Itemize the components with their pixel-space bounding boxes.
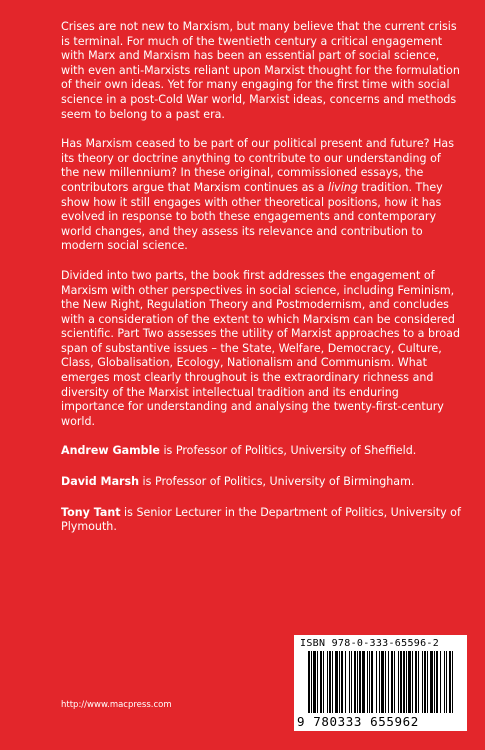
publisher-url[interactable]: http://www.macpress.com	[61, 700, 172, 710]
emphasis-living: living	[328, 180, 358, 194]
barcode-bar	[367, 651, 368, 713]
barcode-bar	[371, 651, 373, 713]
author-name: Tony Tant	[61, 505, 121, 519]
barcode-bar	[422, 651, 423, 713]
barcode-bar	[354, 651, 356, 713]
blurb-paragraph-2	[61, 137, 461, 254]
barcode-bar	[391, 651, 393, 713]
barcode-bar	[398, 651, 399, 713]
barcode-bar	[444, 651, 445, 713]
blurb-paragraph-2-start: Has Marxism ceased to be part of our political present and future? Has its theory or doctrine anything to contribute to our understanding of the new millennium? In these original, commissioned essays, the contributors argue that Marxism continues as a	[61, 137, 455, 194]
barcode-bar	[412, 651, 413, 713]
barcode-bar	[329, 651, 331, 713]
barcode-bar	[400, 651, 402, 713]
barcode-bar	[308, 651, 310, 713]
author-bio-gamble	[61, 444, 461, 459]
barcode-bar	[418, 651, 419, 713]
barcode-bar	[349, 651, 350, 713]
barcode-bar	[357, 651, 358, 713]
barcode-bar	[320, 651, 322, 713]
barcode-bar	[430, 651, 433, 713]
barcode-bar	[323, 651, 324, 713]
barcode-bar	[406, 651, 407, 713]
barcode-bar	[313, 651, 316, 713]
barcode-bar	[436, 651, 438, 713]
author-name: David Marsh	[61, 475, 140, 489]
barcode-bar	[427, 651, 428, 713]
barcode-bar	[376, 651, 377, 713]
barcode-bar	[452, 651, 453, 713]
barcode-bar	[332, 651, 333, 713]
barcode-bar	[339, 651, 340, 713]
isbn-barcode	[294, 635, 467, 731]
barcode-bar	[394, 651, 395, 713]
back-cover-text	[61, 20, 461, 551]
barcode-bar	[434, 651, 435, 713]
barcode-bar	[317, 651, 318, 713]
barcode-bar	[381, 651, 384, 713]
barcode-bar	[408, 651, 411, 713]
barcode-bar	[311, 651, 312, 713]
barcode-bar	[351, 651, 352, 713]
author-description: is Senior Lecturer in the Department of Politics, University of Plymouth.	[61, 505, 461, 534]
blurb-paragraph-1: Crises are not new to Marxism, but many believe that the current crisis is terminal. For much of the twentieth century a critical engagement with Marx and Marxism has been an essential part of social science, with even anti-Marxists reliant upon Marxist thought for the formulation of their own ideas. Yet for many engaging for the first time with social science in a post-Cold War world, Marxist ideas, concerns and methods seem to belong to a past era.	[61, 20, 460, 121]
barcode-bars	[308, 651, 454, 713]
barcode-bar	[385, 651, 386, 713]
barcode-bar	[403, 651, 405, 713]
barcode-bar	[359, 651, 361, 713]
barcode-bar	[362, 651, 365, 713]
barcode-bar	[415, 651, 417, 713]
barcode-bar	[341, 651, 343, 713]
barcode-bar	[446, 651, 447, 713]
barcode-digits: 9 780333 655962	[297, 714, 419, 729]
barcode-bar	[388, 651, 389, 713]
blurb-paragraph-2-end: tradition. They show how it still engages with other theoretical positions, how it has evolved in response to both these engagements and contemporary world changes, and they assess its relevance and contribution to modern social science.	[61, 180, 443, 253]
isbn-label: ISBN 978-0-333-65596-2	[300, 638, 440, 649]
author-bio-marsh	[61, 475, 461, 490]
author-description: is Professor of Politics, University of Sheffield.	[159, 444, 417, 458]
barcode-bar	[327, 651, 328, 713]
barcode-bar	[335, 651, 338, 713]
barcode-bar	[440, 651, 441, 713]
author-description: is Professor of Politics, University of Birmingham.	[139, 475, 415, 489]
blurb-paragraph-3: Divided into two parts, the book first addresses the engagement of Marxism with other perspectives in social science, including Feminism, the New Right, Regulation Theory and Postmodernism, and concludes with a consideration of the extent to which Marxism can be considered scientific. Part Two assesses the utility of Marxist approaches to a broad span of substantive issues – the State, Welfare, Democracy, Culture, Class, Globalisation, Ecology, Nationalism and Communism. What emerges most clearly throughout is the extraordinary richness and diversity of the Marxist intellectual tradition and its enduring importance for understanding and analysing the twenty-first-century world.	[61, 268, 460, 428]
author-bio-tant	[61, 506, 461, 535]
barcode-bar	[345, 651, 346, 713]
barcode-bar	[369, 651, 370, 713]
barcode-bar	[379, 651, 380, 713]
barcode-bar	[449, 651, 451, 713]
barcode-bar	[424, 651, 426, 713]
author-name: Andrew Gamble	[61, 444, 160, 458]
